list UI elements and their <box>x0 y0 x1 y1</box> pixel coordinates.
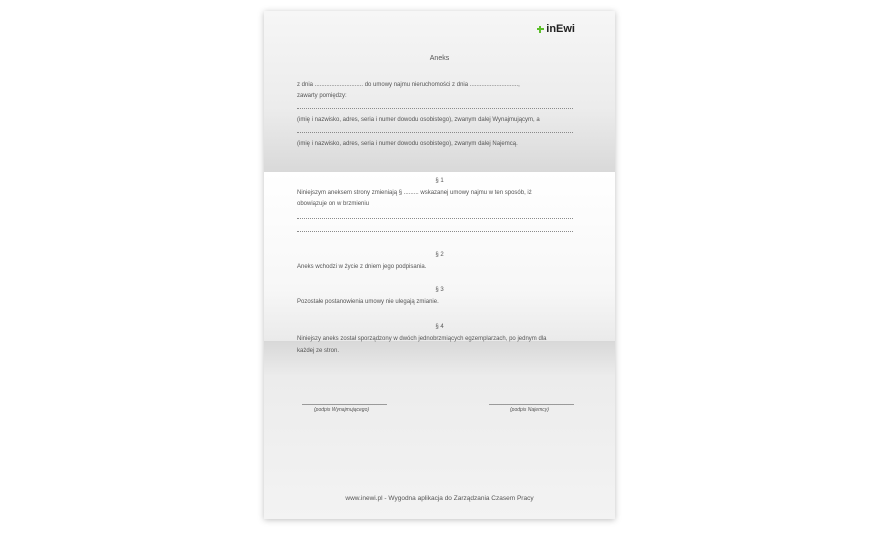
section-1-heading: § 1 <box>435 178 444 184</box>
section-2-heading: § 2 <box>435 252 444 258</box>
document-footer: www.inewi.pl - Wygodna aplikacja do Zarządzania Czasem Pracy <box>345 495 534 502</box>
signature-caption-left: (podpis Wynajmującego) <box>314 407 370 413</box>
party-1-text: (imię i nazwisko, adres, seria i numer dowodu osobistego), zwanym dalej Wynajmującym, a <box>297 117 540 123</box>
brand-name: inEwi <box>546 23 575 35</box>
section-4-line-2: każdej ze stron. <box>297 348 340 354</box>
signature-line-left <box>302 404 387 405</box>
document-page <box>264 11 615 519</box>
page-fold-bottom <box>264 341 615 519</box>
document-title: Aneks <box>429 55 450 62</box>
section-3-heading: § 3 <box>435 287 444 293</box>
signature-line-right <box>489 404 574 405</box>
section-2-line-1: Aneks wchodzi w życie z dniem jego podpisania. <box>297 264 427 270</box>
section-4-heading: § 4 <box>435 324 444 330</box>
intro-line-1: z dnia ............................. do umowy najmu nieruchomości z dnia ............................., <box>297 82 520 88</box>
party-2-text: (imię i nazwisko, adres, seria i numer dowodu osobistego), zwanym dalej Najemcą. <box>297 141 518 147</box>
section-1-line-1: Niniejszym aneksem strony zmieniają § ......... wskazanej umowy najmu w ten sposób, iż <box>297 190 532 196</box>
section-3-line-1: Pozostałe postanowienia umowy nie ulegają zmianie. <box>297 299 439 305</box>
signature-caption-right: (podpis Najemcy) <box>510 407 549 413</box>
section-4-line-1: Niniejszy aneks został sporządzony w dwóch jednobrzmiących egzemplarzach, po jednym dla <box>297 336 547 342</box>
fill-line <box>297 231 573 232</box>
fill-line <box>297 132 573 133</box>
hash-icon <box>537 26 544 33</box>
fill-line <box>297 108 573 109</box>
intro-line-2: zawarty pomiędzy: <box>297 93 347 99</box>
fill-line <box>297 218 573 219</box>
section-1-line-2: obowiązuje on w brzmieniu <box>297 201 370 207</box>
brand-logo <box>537 23 575 35</box>
